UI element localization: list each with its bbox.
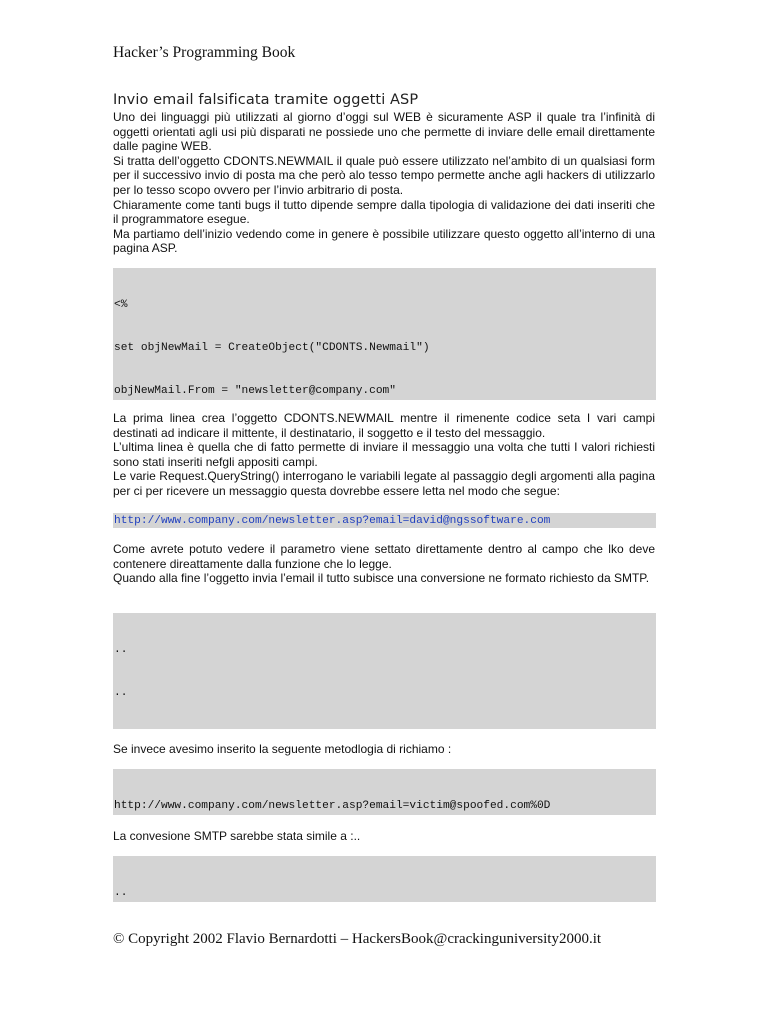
- code-line: ..: [114, 687, 128, 700]
- code-block-asp: [113, 268, 656, 400]
- code-block-injection-url: [113, 769, 656, 815]
- paragraph: Chiaramente come tanti bugs il tutto dipende sempre dalla tipologia di validazione dei dati inseriti che il programmatore esegue.: [113, 197, 655, 227]
- code-block-spoofed-smtp: [113, 856, 656, 902]
- paragraph: Come avrete potuto vedere il parametro viene settato direttamente dentro al campo che lko deve contenere direattamente dalla funzione che lo legge.: [113, 542, 655, 571]
- paragraph: Si tratta dell’oggetto CDONTS.NEWMAIL il quale può essere utilizzato nel’ambito di un qualsiasi form per il successivo invio di posta ma che però alo tesso tempo permette anche agli hackers di utilizzarlo per lo tesso scopo ovvero per l’invio arbitrario di posta.: [113, 153, 655, 197]
- section-title: Invio email falsificata tramite oggetti ASP: [113, 92, 419, 108]
- code-line: http://www.company.com/newsletter.asp?email=victim@spoofed.com%0D: [114, 799, 551, 812]
- paragraph: L’ultima linea è quella che di fatto permette di inviare il messaggio una volta che tutti I valori richiesti sono stati inseriti nefgli appositi campi.: [113, 440, 655, 469]
- running-header: Hacker’s Programming Book: [113, 44, 296, 61]
- paragraph: Ma partiamo dell’inizio vedendo come in genere è possibile utilizzare questo oggetto all’interno di una pagina ASP.: [113, 226, 655, 256]
- code-block-smtp: [113, 613, 656, 729]
- explanation-paragraphs: [113, 411, 655, 499]
- paragraph: Se invece avesimo inserito la seguente metodlogia di richiamo :: [113, 742, 452, 756]
- paragraph: La convesione SMTP sarebbe stata simile a :..: [113, 829, 361, 843]
- code-line: ..: [114, 886, 128, 899]
- paragraph: Uno dei linguaggi più utilizzati al giorno d’oggi sul WEB è sicuramente ASP il quale tra l’infinità di oggetti orientati agli usi più disparati ne possiede uno che permette di inviare delle email direttamente dalle pagine WEB.: [113, 110, 655, 154]
- copyright-footer: © Copyright 2002 Flavio Bernardotti – HackersBook@crackinguniversity2000.it: [113, 931, 602, 947]
- paragraph: La prima linea crea l’oggetto CDONTS.NEWMAIL mentre il rimenente codice seta I vari campi destinati ad indicare il mittente, il destinatario, il soggetto e il testo del messaggio.: [113, 411, 655, 440]
- code-line: set objNewMail = CreateObject("CDONTS.Newmail"): [114, 342, 430, 355]
- url-example: http://www.company.com/newsletter.asp?email=david@ngssoftware.com: [113, 513, 656, 528]
- paragraph: Quando alla fine l’oggetto invia l’email il tutto subisce una conversione ne formato richiesto da SMTP.: [113, 571, 650, 586]
- code-line: objNewMail.From = "newsletter@company.com": [114, 385, 396, 398]
- code-line: ..: [114, 643, 128, 656]
- intro-paragraphs: [113, 110, 655, 256]
- paragraph: Le varie Request.QueryString() interrogano le variabili legate al passaggio degli argomenti alla pagina per ci per ricevere un messaggio questa dovrebbe essere letta nel modo che segue:: [113, 469, 655, 498]
- conversion-paragraphs: [113, 542, 655, 586]
- code-line: <%: [114, 298, 128, 311]
